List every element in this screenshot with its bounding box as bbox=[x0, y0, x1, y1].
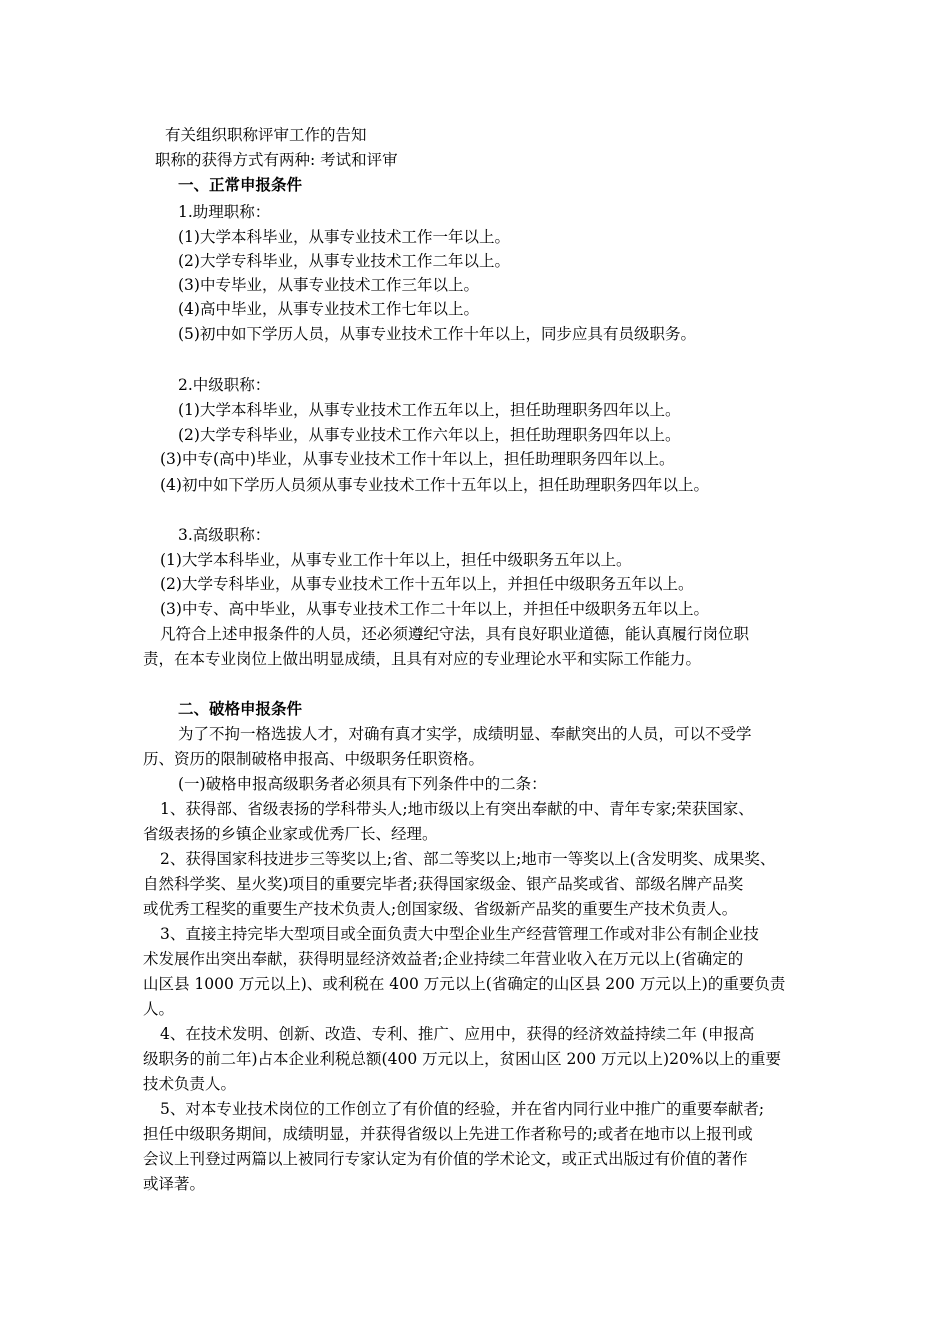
subheading: (一)破格申报高级职务者必须具有下列条件中的二条： bbox=[178, 775, 547, 793]
condition-line: 山区县 1000 万元以上)、或利税在 400 万元以上(省确定的山区县 200 万元以上)的重要负责 bbox=[143, 975, 786, 993]
condition-line: 会议上刊登过两篇以上被同行专家认定为有价值的学术论文，或正式出版过有价值的著作 bbox=[143, 1150, 748, 1168]
section-2-heading: 二、破格申报条件 bbox=[178, 699, 303, 718]
intermediate-heading: 2.中级职称： bbox=[178, 376, 271, 394]
list-item: (3)中专毕业，从事专业技术工作三年以上。 bbox=[178, 276, 479, 294]
paragraph-line: 为了不拘一格选拔人才，对确有真才实学，成绩明显、奉献突出的人员，可以不受学 bbox=[178, 725, 752, 743]
condition-line: 5、对本专业技术岗位的工作创立了有价值的经验，并在省内同行业中推广的重要奉献者; bbox=[160, 1100, 765, 1118]
condition-line: 术发展作出突出奉献，获得明显经济效益者;企业持续二年营业收入在万元以上(省确定的 bbox=[143, 950, 744, 968]
condition-line: 2、获得国家科技进步三等奖以上;省、部二等奖以上;地市一等奖以上(含发明奖、成果奖、 bbox=[160, 850, 776, 868]
list-item: (1)大学本科毕业，从事专业技术工作一年以上。 bbox=[178, 228, 510, 246]
list-item: (5)初中如下学历人员，从事专业技术工作十年以上，同步应具有员级职务。 bbox=[178, 325, 696, 343]
condition-line: 或优秀工程奖的重要生产技术负责人;创国家级、省级新产品奖的重要生产技术负责人。 bbox=[143, 900, 738, 918]
document-title: 有关组织职称评审工作的告知 bbox=[165, 126, 367, 144]
condition-line: 技术负责人。 bbox=[143, 1075, 237, 1093]
condition-line: 级职务的前二年)占本企业利税总额(400 万元以上，贫困山区 200 万元以上)20%以上的重要 bbox=[143, 1050, 782, 1068]
assistant-heading: 1.助理职称： bbox=[178, 203, 271, 221]
condition-line: 担任中级职务期间，成绩明显，并获得省级以上先进工作者称号的;或者在地市以上报刊或 bbox=[143, 1125, 753, 1143]
list-item: (2)大学专科毕业，从事专业技术工作六年以上，担任助理职务四年以上。 bbox=[178, 426, 681, 444]
note-line: 责，在本专业岗位上做出明显成绩，且具有对应的专业理论水平和实际工作能力。 bbox=[143, 650, 702, 668]
list-item: (3)中专(高中)毕业，从事专业技术工作十年以上，担任助理职务四年以上。 bbox=[160, 450, 675, 468]
section-1-heading: 一、正常申报条件 bbox=[178, 175, 303, 194]
note-line: 凡符合上述申报条件的人员，还必须遵纪守法，具有良好职业道德，能认真履行岗位职 bbox=[160, 625, 750, 643]
condition-line: 3、直接主持完毕大型项目或全面负责大中型企业生产经营管理工作或对非公有制企业技 bbox=[160, 925, 759, 943]
condition-line: 自然科学奖、星火奖)项目的重要完毕者;获得国家级金、银产品奖或省、部级名牌产品奖 bbox=[143, 875, 744, 893]
list-item: (2)大学专科毕业，从事专业技术工作二年以上。 bbox=[178, 252, 510, 270]
condition-line: 4、在技术发明、创新、改造、专利、推广、应用中，获得的经济效益持续二年 (申报高 bbox=[160, 1025, 755, 1043]
intro-line: 职称的获得方式有两种: 考试和评审 bbox=[155, 151, 398, 169]
condition-line: 省级表扬的乡镇企业家或优秀厂长、经理。 bbox=[143, 825, 438, 843]
list-item: (2)大学专科毕业，从事专业技术工作十五年以上，并担任中级职务五年以上。 bbox=[160, 575, 694, 593]
list-item: (1)大学本科毕业，从事专业技术工作五年以上，担任助理职务四年以上。 bbox=[178, 401, 681, 419]
list-item: (4)高中毕业，从事专业技术工作七年以上。 bbox=[178, 300, 479, 318]
list-item: (3)中专、高中毕业，从事专业技术工作二十年以上，并担任中级职务五年以上。 bbox=[160, 600, 709, 618]
list-item: (4)初中如下学历人员须从事专业技术工作十五年以上，担任助理职务四年以上。 bbox=[160, 476, 709, 494]
list-item: (1)大学本科毕业，从事专业工作十年以上，担任中级职务五年以上。 bbox=[160, 551, 632, 569]
paragraph-line: 历、资历的限制破格申报高、中级职务任职资格。 bbox=[143, 750, 485, 768]
condition-line: 或译著。 bbox=[143, 1175, 206, 1193]
condition-line: 人。 bbox=[143, 1000, 175, 1018]
condition-line: 1、获得部、省级表扬的学科带头人;地市级以上有突出奉献的中、青年专家;荣获国家、 bbox=[160, 800, 754, 818]
senior-heading: 3.高级职称： bbox=[178, 526, 271, 544]
